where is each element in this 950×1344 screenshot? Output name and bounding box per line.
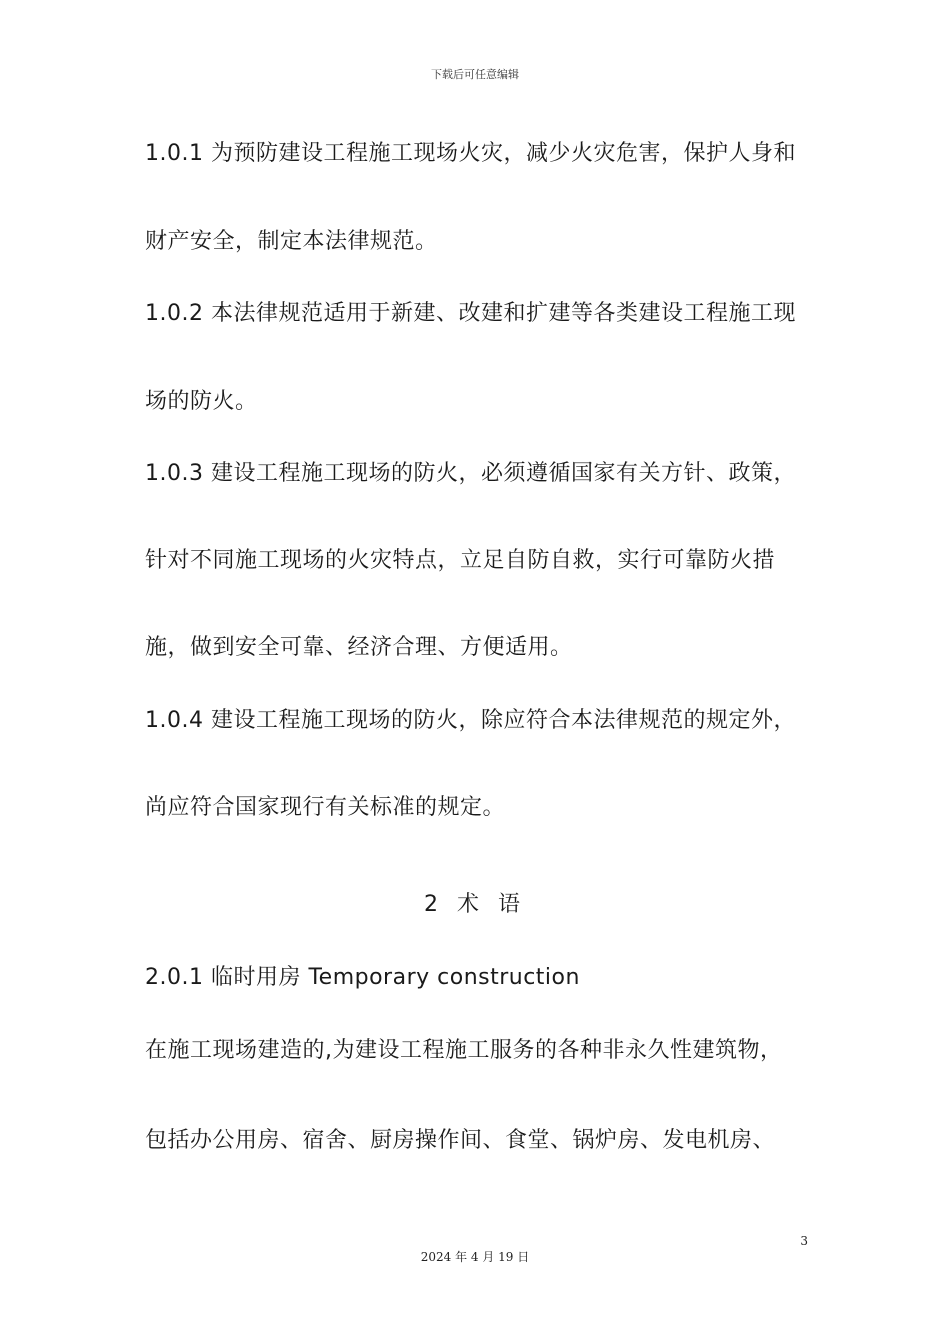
body-line: 1.0.1 为预防建设工程施工现场火灾，减少火灾危害，保护人身和	[145, 141, 796, 166]
body-line: 场的防火。	[145, 389, 258, 414]
body-line: 施，做到安全可靠、经济合理、方便适用。	[145, 635, 573, 660]
body-line: 针对不同施工现场的火灾特点，立足自防自救，实行可靠防火措	[145, 548, 776, 573]
footer-date: 2024 年 4 月 19 日	[420, 1250, 530, 1264]
body-line: 财产安全，制定本法律规范。	[145, 229, 438, 254]
page-number: 3	[800, 1234, 808, 1248]
body-line: 1.0.4 建设工程施工现场的防火，除应符合本法律规范的规定外，	[145, 708, 796, 733]
section-heading: 2 术 语	[424, 892, 526, 917]
body-line: 包括办公用房、宿舍、厨房操作间、食堂、锅炉房、发电机房、	[145, 1128, 776, 1153]
term-heading: 2.0.1 临时用房 Temporary construction	[145, 965, 580, 990]
body-line: 1.0.3 建设工程施工现场的防火，必须遵循国家有关方针、政策，	[145, 461, 796, 486]
header-note: 下载后可任意编辑	[431, 68, 519, 81]
body-line: 在施工现场建造的,为建设工程施工服务的各种非永久性建筑物，	[145, 1038, 783, 1063]
body-line: 1.0.2 本法律规范适用于新建、改建和扩建等各类建设工程施工现	[145, 301, 796, 326]
body-line: 尚应符合国家现行有关标准的规定。	[145, 795, 506, 820]
